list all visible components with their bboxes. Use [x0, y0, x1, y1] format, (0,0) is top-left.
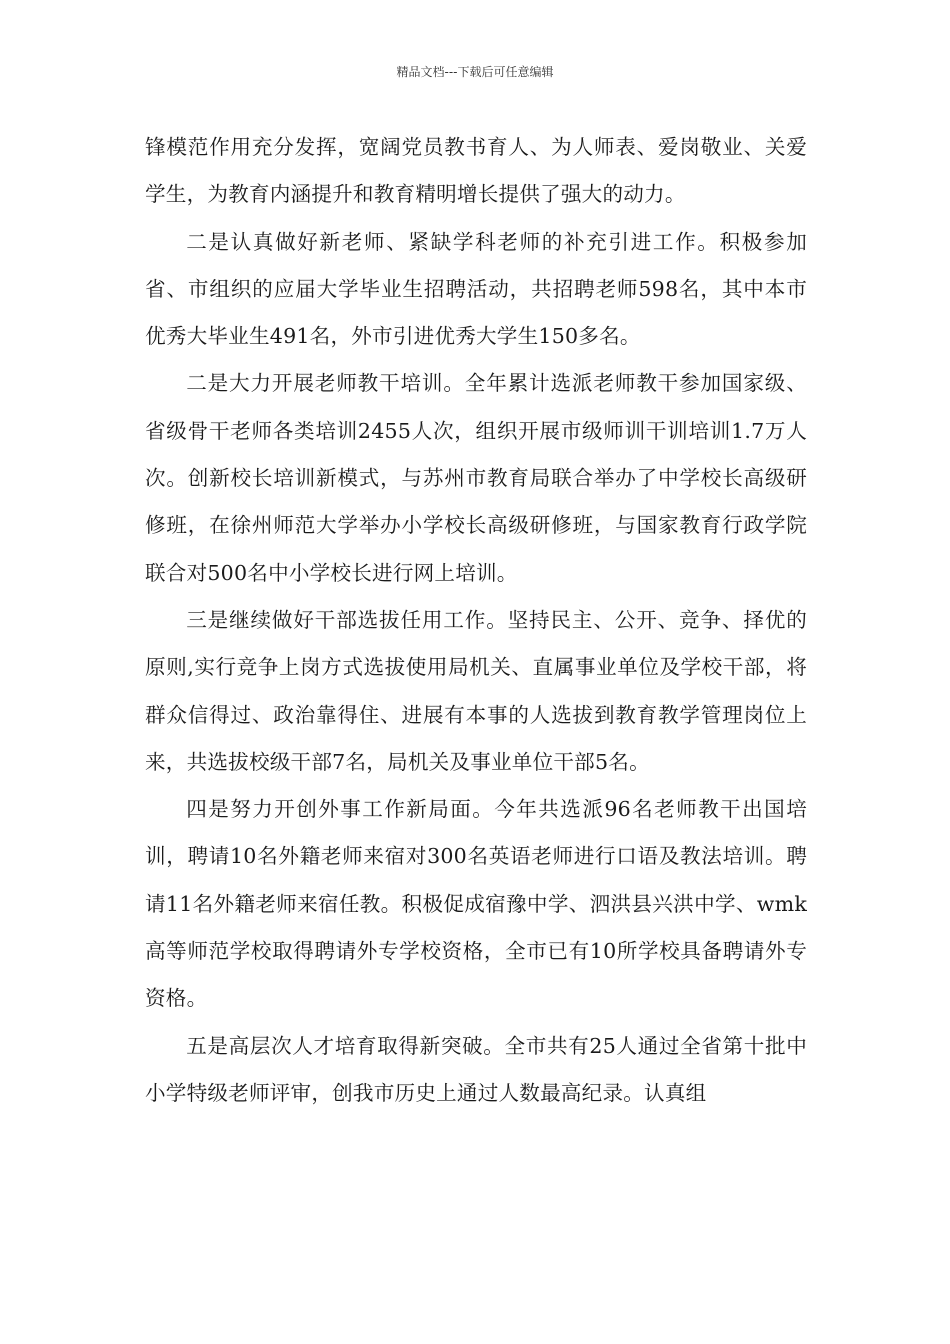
paragraph-talent-cultivation: 五是高层次人才培育取得新突破。全市共有25人通过全省第十批中小学特级老师评审，创我市历史上通过人数最高纪录。认真组	[145, 1033, 807, 1105]
paragraph-continuation: 锋模范作用充分发挥，宽阔党员教书育人、为人师表、爱岗敬业、关爱学生，为教育内涵提升和教育精明增长提供了强大的动力。	[145, 135, 807, 207]
paragraph-teacher-recruitment: 二是认真做好新老师、紧缺学科老师的补充引进工作。积极参加省、市组织的应届大学毕业生招聘活动，共招聘老师598名，其中本市优秀大毕业生491名，外市引进优秀大学生150多名。	[145, 229, 807, 349]
paragraph-teacher-training: 二是大力开展老师教干培训。全年累计选派老师教干参加国家级、省级骨干老师各类培训2455人次，组织开展市级师训干训培训1.7万人次。创新校长培训新模式，与苏州市教育局联合举办了中学校长高级研修班，在徐州师范大学举办小学校长高级研修班，与国家教育行政学院联合对500名中小学校长进行网上培训。	[145, 371, 807, 585]
document-body	[145, 124, 807, 1117]
paragraph-cadre-selection: 三是继续做好干部选拔任用工作。坚持民主、公开、竞争、择优的原则,实行竞争上岗方式选拔使用局机关、直属事业单位及学校干部，将群众信得过、政治靠得住、进展有本事的人选拔到教育教学管理岗位上来，共选拔校级干部7名，局机关及事业单位干部5名。	[145, 607, 807, 774]
page-header: 精品文档---下载后可任意编辑	[396, 65, 554, 79]
paragraph-foreign-affairs: 四是努力开创外事工作新局面。今年共选派96名老师教干出国培训，聘请10名外籍老师来宿对300名英语老师进行口语及教法培训。聘请11名外籍老师来宿任教。积极促成宿豫中学、泗洪县兴洪中学、wmk 高等师范学校取得聘请外专学校资格，全市已有10所学校具备聘请外专资格。	[145, 797, 807, 1011]
